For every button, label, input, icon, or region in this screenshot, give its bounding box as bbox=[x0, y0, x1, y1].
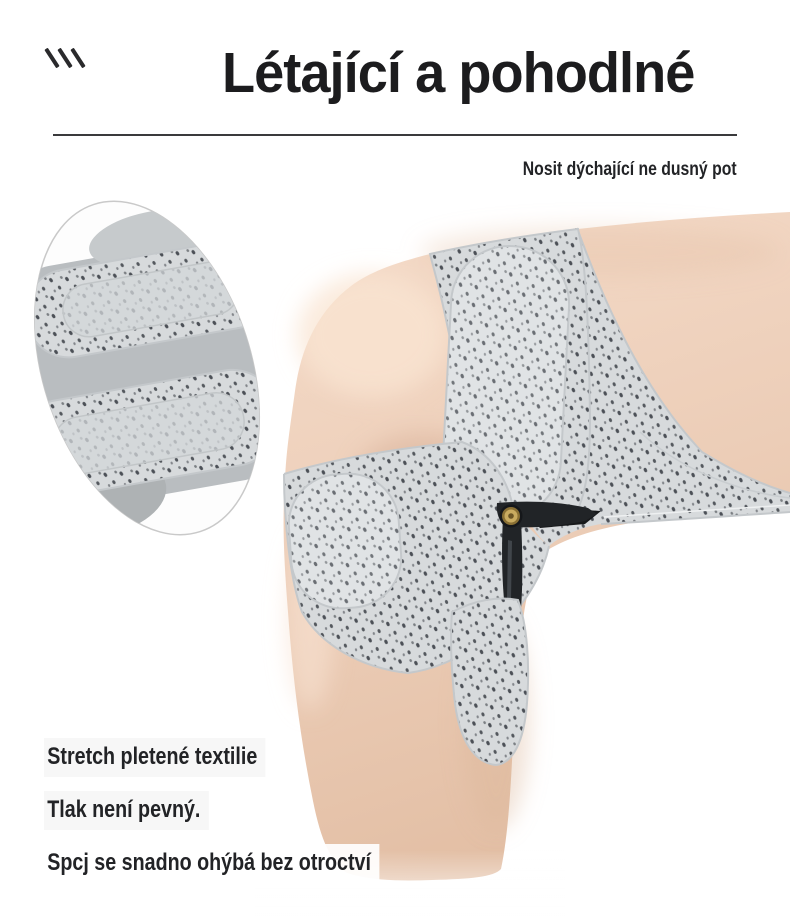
banner-title: Létající a pohodlné bbox=[222, 41, 695, 105]
triple-slash-icon bbox=[50, 47, 80, 69]
feature-line-fabric: Stretch pletené textilie bbox=[44, 738, 265, 777]
feature-line-joint: Spcj se snadno ohýbá bez otroctví bbox=[44, 844, 379, 883]
title-divider bbox=[53, 134, 737, 136]
banner-subtitle: Nosit dýchající ne dusný pot bbox=[523, 159, 737, 180]
lower-velcro-tab bbox=[285, 470, 404, 611]
knee-highlight bbox=[297, 273, 447, 397]
feature-list bbox=[44, 738, 453, 897]
inset-product-ellipse bbox=[0, 172, 299, 563]
feature-line-pressure: Tlak není pevný. bbox=[44, 791, 209, 830]
hinge-rivet bbox=[500, 505, 523, 528]
